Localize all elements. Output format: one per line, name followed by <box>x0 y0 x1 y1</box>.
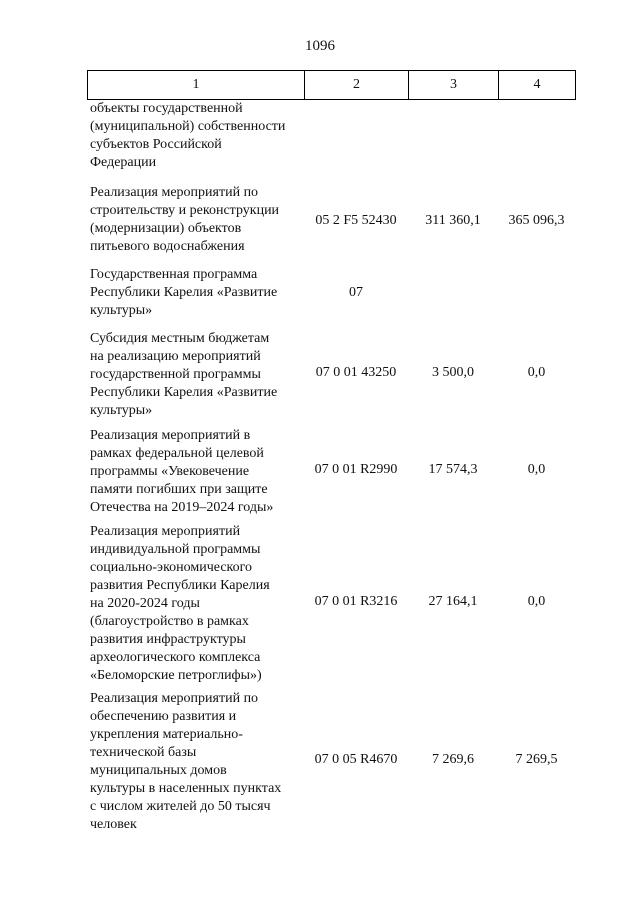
row-name: Реализация мероприятий в рамках федеральной целевой программы «Увековечение памяти погибших при защите Отечества на 2019–2024 годы» <box>90 428 274 515</box>
header-col-4: 4 <box>499 71 576 100</box>
row-value-col4: 0,0 <box>527 365 546 380</box>
header-row <box>88 71 576 100</box>
row-name: Реализация мероприятий по строительству и реконструкции (модернизации) объектов питьевого водоснабжения <box>90 185 280 254</box>
row-value-col4: 0,0 <box>527 462 546 477</box>
row-name: Субсидия местным бюджетам на реализацию мероприятий государственной программы Республики Карелия «Развитие культуры» <box>90 331 278 418</box>
header-col-3: 3 <box>409 71 499 100</box>
row-code: 07 <box>349 285 363 300</box>
column-header-table <box>87 70 576 100</box>
row-value-col3: 17 574,3 <box>428 462 478 477</box>
row-name: Реализация мероприятий по обеспечению развития и укрепления материально- технической базы муниципальных домов культуры в населенных пунктах с числом жителей до 50 тысяч человек <box>90 691 282 832</box>
row-code: 07 0 01 43250 <box>315 365 397 380</box>
row-value-col3: 3 500,0 <box>432 365 474 380</box>
header-col-2: 2 <box>305 71 409 100</box>
row-value-col3: 27 164,1 <box>428 594 478 609</box>
header-col-1: 1 <box>88 71 305 100</box>
row-value-col3: 7 269,6 <box>432 752 474 767</box>
page-number: 1096 <box>305 38 335 54</box>
row-name: Реализация мероприятий индивидуальной программы социально-экономического развития Республики Карелия на 2020-2024 годы (благоустройство в рамках развития инфраструктуры археологического комплекса «Беломорские петроглифы») <box>90 524 270 683</box>
row-name: Государственная программа Республики Карелия «Развитие культуры» <box>90 267 278 318</box>
row-code: 07 0 01 R2990 <box>314 462 398 477</box>
row-name: объекты государственной (муниципальной) собственности субъектов Российской Федерации <box>90 101 286 170</box>
row-value-col4: 0,0 <box>527 594 546 609</box>
row-code: 07 0 05 R4670 <box>314 752 398 767</box>
row-value-col4: 365 096,3 <box>508 213 565 228</box>
row-code: 05 2 F5 52430 <box>315 213 397 228</box>
row-value-col3: 311 360,1 <box>425 213 481 228</box>
row-value-col4: 7 269,5 <box>515 752 558 767</box>
row-code: 07 0 01 R3216 <box>314 594 398 609</box>
